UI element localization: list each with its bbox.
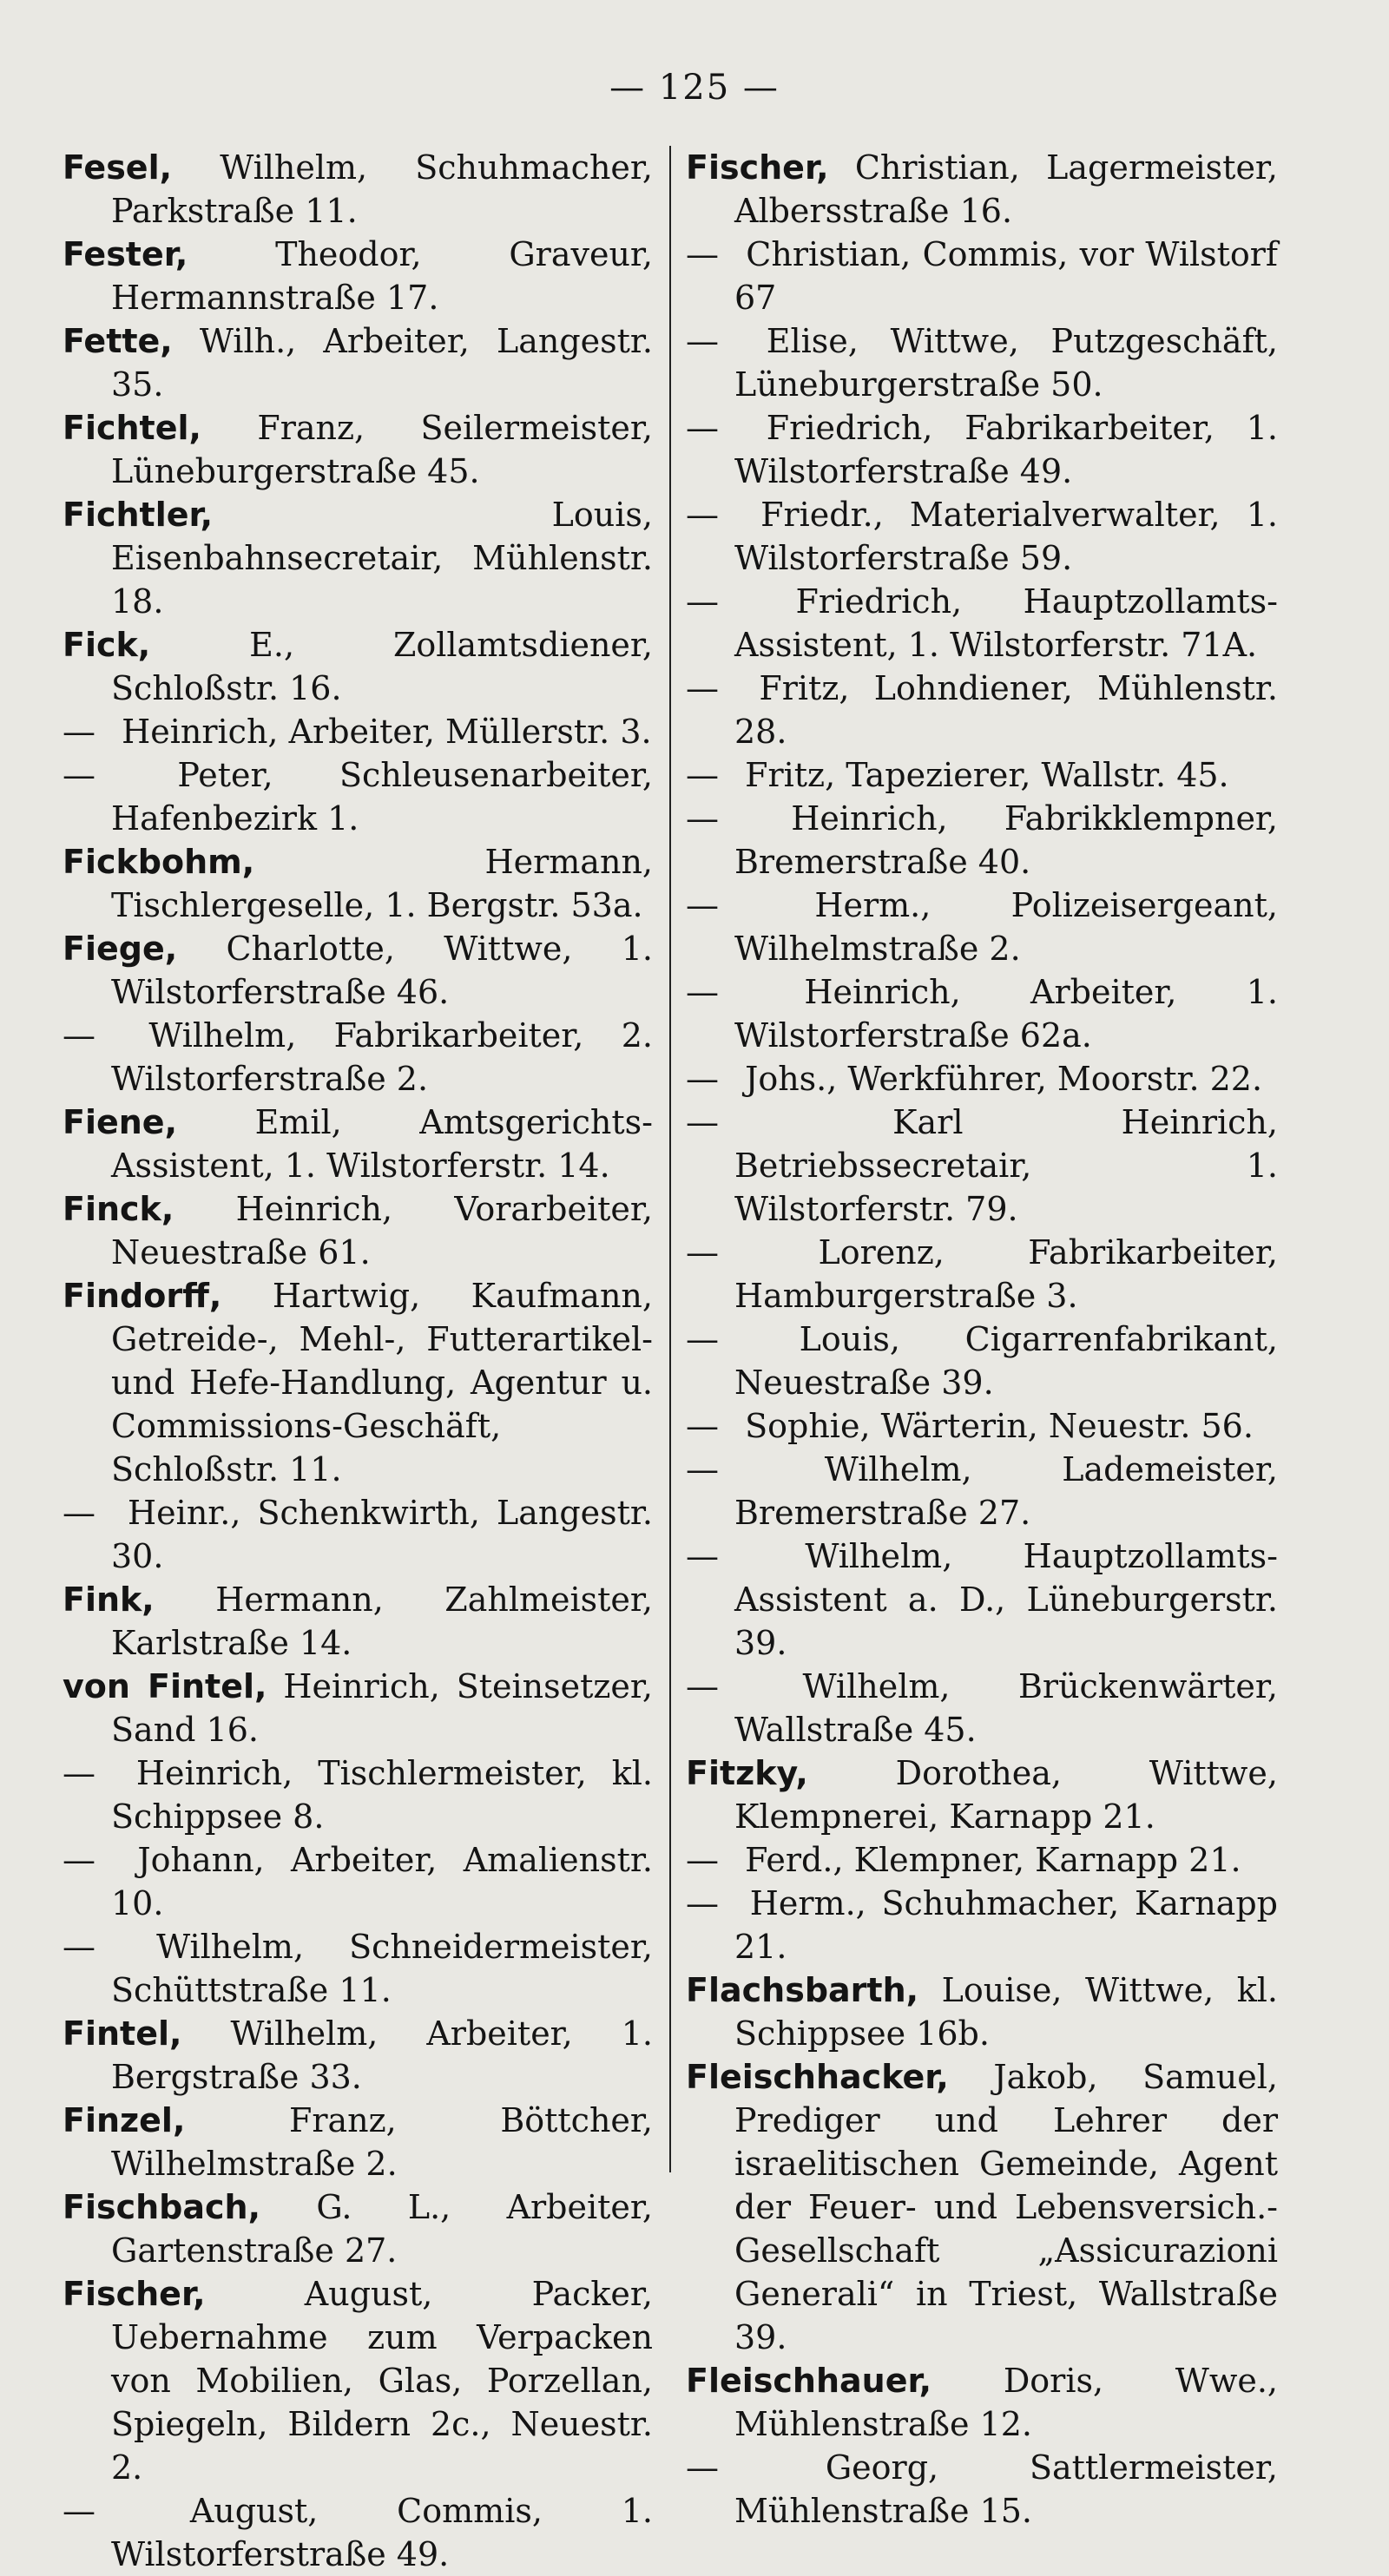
directory-entry <box>63 2012 653 2099</box>
entry-details: Hermann, Tischlergeselle, 1. Bergstr. 53a. <box>111 843 653 924</box>
directory-entry <box>686 1968 1278 2055</box>
left-column <box>63 146 653 2576</box>
entry-details: Heinrich, Tischlermeister, kl. Schippsee 8. <box>111 1754 653 1836</box>
entry-details: Herm., Schuhmacher, Karnapp 21. <box>734 1884 1278 1966</box>
entry-surname: Fickbohm, <box>63 843 255 881</box>
entry-surname: Fichtler, <box>63 496 214 534</box>
continuation-dash: — <box>686 1667 719 1705</box>
entry-surname: Fischer, <box>686 148 829 187</box>
entry-details: Lorenz, Fabrikarbeiter, Hamburgerstraße 3. <box>734 1233 1278 1315</box>
directory-entry <box>63 710 653 753</box>
directory-entry <box>63 1187 653 1274</box>
entry-details: Heinr., Schenkwirth, Langestr. 30. <box>111 1494 653 1575</box>
directory-entry <box>686 1534 1278 1665</box>
directory-entry <box>63 927 653 1014</box>
entry-details: Franz, Seilermeister, Lüneburgerstraße 45. <box>111 409 653 490</box>
continuation-dash: — <box>63 713 95 751</box>
entry-details: Wilh., Arbeiter, Langestr. 35. <box>111 322 653 404</box>
entry-details: Friedrich, Hauptzollamts-Assistent, 1. Wilstorferstr. 71A. <box>734 582 1278 664</box>
directory-entry <box>63 753 653 840</box>
directory-entry <box>686 1404 1278 1448</box>
continuation-dash: — <box>686 1450 719 1488</box>
continuation-dash: — <box>686 973 719 1011</box>
directory-entry <box>686 667 1278 753</box>
entry-surname: Fink, <box>63 1580 155 1619</box>
continuation-dash: — <box>686 756 719 794</box>
entry-details: Wilhelm, Arbeiter, 1. Bergstraße 33. <box>111 2014 653 2096</box>
entry-surname: Fleischhauer, <box>686 2362 932 2400</box>
directory-entry <box>63 840 653 927</box>
directory-entry <box>686 406 1278 493</box>
continuation-dash: — <box>686 496 719 534</box>
column-divider <box>669 146 671 2172</box>
entry-details: Heinrich, Vorarbeiter, Neuestraße 61. <box>111 1190 653 1272</box>
entry-details: Heinrich, Arbeiter, Müllerstr. 3. <box>122 713 652 751</box>
entry-details: August, Packer, Uebernahme zum Verpacken von Mobilien, Glas, Porzellan, Spiegeln, Bildern 2c., Neuestr. 2. <box>111 2275 653 2487</box>
continuation-dash: — <box>63 2492 95 2530</box>
entry-surname: Fiene, <box>63 1103 178 1141</box>
entry-surname: Fick, <box>63 626 151 664</box>
directory-entry <box>63 493 653 623</box>
entry-details: Louise, Wittwe, kl. Schippsee 16b. <box>734 1971 1278 2053</box>
continuation-dash: — <box>686 1320 719 1358</box>
continuation-dash: — <box>63 756 95 794</box>
directory-entry <box>686 2055 1278 2359</box>
directory-entry <box>63 623 653 710</box>
directory-entry <box>686 493 1278 580</box>
entry-surname: Finck, <box>63 1190 174 1228</box>
entry-details: Karl Heinrich, Betriebssecretair, 1. Wilstorferstr. 79. <box>734 1103 1278 1228</box>
entry-details: Hermann, Zahlmeister, Karlstraße 14. <box>111 1580 653 1662</box>
directory-entry <box>686 753 1278 797</box>
directory-entry <box>686 884 1278 970</box>
page-number: — 125 — <box>609 68 780 108</box>
entry-details: Elise, Wittwe, Putzgeschäft, Lüneburgerstraße 50. <box>734 322 1278 404</box>
entry-details: Friedr., Materialverwalter, 1. Wilstorferstraße 59. <box>734 496 1278 577</box>
continuation-dash: — <box>63 1928 95 1966</box>
right-column <box>686 146 1278 2533</box>
directory-entry <box>63 319 653 406</box>
directory-entry <box>686 1101 1278 1231</box>
entry-details: Ferd., Klempner, Karnapp 21. <box>745 1841 1241 1879</box>
entry-details: Wilhelm, Fabrikarbeiter, 2. Wilstorferstraße 2. <box>111 1016 653 1098</box>
continuation-dash: — <box>686 799 719 838</box>
continuation-dash: — <box>63 1841 95 1879</box>
entry-details: Wilhelm, Brückenwärter, Wallstraße 45. <box>734 1667 1278 1749</box>
entry-details: Dorothea, Wittwe, Klempnerei, Karnapp 21. <box>734 1754 1278 1836</box>
continuation-dash: — <box>686 669 719 707</box>
entry-surname: Finzel, <box>63 2101 186 2139</box>
continuation-dash: — <box>686 1233 719 1272</box>
directory-entry <box>63 146 653 233</box>
entry-surname: Fischer, <box>63 2275 206 2313</box>
entry-details: Peter, Schleusenarbeiter, Hafenbezirk 1. <box>111 756 653 838</box>
continuation-dash: — <box>686 582 719 621</box>
entry-surname: Fesel, <box>63 148 173 187</box>
entry-surname: Fintel, <box>63 2014 182 2053</box>
entry-details: Fritz, Lohndiener, Mühlenstr. 28. <box>734 669 1278 751</box>
entry-surname: Fiege, <box>63 930 178 968</box>
directory-entry <box>63 1014 653 1101</box>
continuation-dash: — <box>686 409 719 447</box>
entry-details: Johann, Arbeiter, Amalienstr. 10. <box>111 1841 653 1922</box>
entry-details: Fritz, Tapezierer, Wallstr. 45. <box>745 756 1229 794</box>
directory-entry <box>686 1751 1278 1838</box>
entry-details: Herm., Polizeisergeant, Wilhelmstraße 2. <box>734 886 1278 968</box>
continuation-dash: — <box>686 886 719 924</box>
entry-surname: von Fintel, <box>63 1667 267 1705</box>
directory-entry <box>63 2272 653 2489</box>
entry-surname: Findorff, <box>63 1277 222 1315</box>
directory-entry <box>63 1491 653 1578</box>
directory-entry <box>686 1838 1278 1882</box>
directory-entry <box>686 319 1278 406</box>
directory-entry <box>686 1231 1278 1318</box>
entry-surname: Fitzky, <box>686 1754 808 1792</box>
directory-entry <box>63 1101 653 1187</box>
directory-entry <box>686 580 1278 667</box>
entry-details: Christian, Lagermeister, Albersstraße 16. <box>734 148 1278 230</box>
entry-details: Emil, Amtsgerichts-Assistent, 1. Wilstorferstr. 14. <box>111 1103 653 1185</box>
directory-entry <box>686 146 1278 233</box>
continuation-dash: — <box>686 1884 719 1922</box>
directory-entry <box>63 1838 653 1925</box>
continuation-dash: — <box>686 1103 719 1141</box>
continuation-dash: — <box>686 235 719 273</box>
directory-entry <box>63 1274 653 1491</box>
entry-details: Georg, Sattlermeister, Mühlenstraße 15. <box>734 2448 1278 2530</box>
directory-entry <box>63 233 653 319</box>
directory-entry <box>686 1057 1278 1101</box>
continuation-dash: — <box>686 1407 719 1445</box>
directory-entry <box>686 970 1278 1057</box>
continuation-dash: — <box>63 1754 95 1792</box>
directory-entry <box>63 1751 653 1838</box>
directory-entry <box>63 2099 653 2185</box>
entry-details: Christian, Commis, vor Wilstorf 67 <box>734 235 1278 317</box>
continuation-dash: — <box>63 1016 95 1055</box>
directory-entry <box>63 1665 653 1751</box>
entry-surname: Fester, <box>63 235 188 273</box>
entry-surname: Fleischhacker, <box>686 2058 949 2096</box>
continuation-dash: — <box>686 322 719 360</box>
entry-details: Hartwig, Kaufmann, Getreide-, Mehl-, Futterartikel- und Hefe-Handlung, Agentur u. Commissions-Geschäft, Schloßstr. 11. <box>111 1277 653 1488</box>
entry-details: Louis, Eisenbahnsecretair, Mühlenstr. 18. <box>111 496 653 621</box>
directory-entry <box>686 233 1278 319</box>
entry-details: Wilhelm, Schuhmacher, Parkstraße 11. <box>111 148 653 230</box>
entry-details: Wilhelm, Schneidermeister, Schüttstraße 11. <box>111 1928 653 2009</box>
entry-details: Wilhelm, Lademeister, Bremerstraße 27. <box>734 1450 1278 1532</box>
entry-surname: Flachsbarth, <box>686 1971 919 2009</box>
directory-entry <box>686 1882 1278 1968</box>
continuation-dash: — <box>686 2448 719 2487</box>
entry-surname: Fette, <box>63 322 173 360</box>
directory-entry <box>686 1318 1278 1404</box>
entry-details: August, Commis, 1. Wilstorferstraße 49. <box>111 2492 653 2573</box>
entry-details: Charlotte, Wittwe, 1. Wilstorferstraße 46. <box>111 930 653 1011</box>
entry-details: Friedrich, Fabrikarbeiter, 1. Wilstorferstraße 49. <box>734 409 1278 490</box>
continuation-dash: — <box>686 1841 719 1879</box>
continuation-dash: — <box>63 1494 95 1532</box>
entry-details: Heinrich, Steinsetzer, Sand 16. <box>111 1667 653 1749</box>
entry-details: Theodor, Graveur, Hermannstraße 17. <box>111 235 653 317</box>
entry-details: Johs., Werkführer, Moorstr. 22. <box>745 1060 1263 1098</box>
directory-entry <box>686 1665 1278 1751</box>
directory-entry <box>686 2446 1278 2533</box>
entry-details: Jakob, Samuel, Prediger und Lehrer der israelitischen Gemeinde, Agent der Feuer- und Lebensversich.-Gesellschaft „Assicurazioni Generali“ in Triest, Wallstraße 39. <box>734 2058 1278 2356</box>
entry-details: Sophie, Wärterin, Neuestr. 56. <box>745 1407 1254 1445</box>
directory-entry <box>686 2359 1278 2446</box>
directory-entry <box>63 2185 653 2272</box>
entry-surname: Fischbach, <box>63 2188 261 2226</box>
directory-entry <box>63 1578 653 1665</box>
entry-details: Doris, Wwe., Mühlenstraße 12. <box>734 2362 1278 2443</box>
entry-details: Franz, Böttcher, Wilhelmstraße 2. <box>111 2101 653 2183</box>
entry-surname: Fichtel, <box>63 409 201 447</box>
directory-entry <box>686 1448 1278 1534</box>
directory-entry <box>63 2489 653 2576</box>
directory-entry <box>63 406 653 493</box>
directory-entry <box>686 797 1278 884</box>
entry-details: Heinrich, Fabrikklempner, Bremerstraße 40. <box>734 799 1278 881</box>
entry-details: Wilhelm, Hauptzollamts-Assistent a. D., Lüneburgerstr. 39. <box>734 1537 1278 1662</box>
entry-details: Louis, Cigarrenfabrikant, Neuestraße 39. <box>734 1320 1278 1402</box>
directory-entry <box>63 1925 653 2012</box>
entry-details: Heinrich, Arbeiter, 1. Wilstorferstraße 62a. <box>734 973 1278 1055</box>
continuation-dash: — <box>686 1060 719 1098</box>
entry-details: E., Zollamtsdiener, Schloßstr. 16. <box>111 626 653 707</box>
continuation-dash: — <box>686 1537 719 1575</box>
entry-details: G. L., Arbeiter, Gartenstraße 27. <box>111 2188 653 2270</box>
